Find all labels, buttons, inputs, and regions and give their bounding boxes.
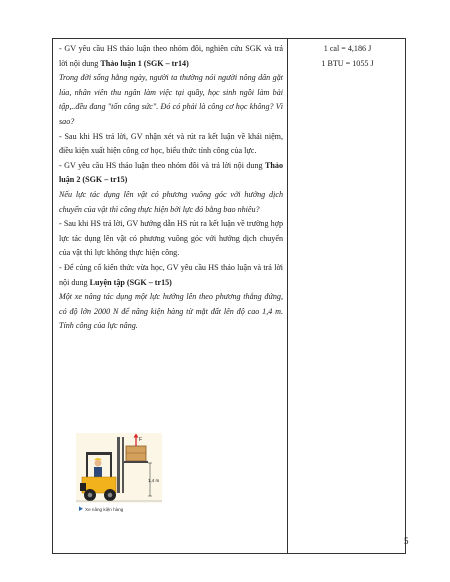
cabin-pillar	[86, 453, 88, 479]
instruction-discussion-2: - GV yêu cầu HS thảo luận theo nhóm đôi và trả lời nội dung Thảo luận 2 (SGK – tr15)	[59, 160, 283, 185]
conclusion-2: - Sau khi HS trả lời, GV hướng dẫn HS rút ra kết luận về trường hợp lực tác dụng lên vật có phương vuông góc với hướng dịch chuyển của vật thì lực không thực hiện công.	[59, 219, 283, 258]
cabin-pillar-front	[110, 453, 112, 477]
conclusion-1: - Sau khi HS trả lời, GV nhận xét và rút ra kết luận về khái niệm, điều kiện xuất hiện công cơ học, biểu thức tính công của lực.	[59, 131, 283, 156]
force-label: F	[139, 437, 143, 443]
rear-hub	[88, 493, 93, 498]
practice-question: Một xe nâng tác dụng một lực hướng lên theo phương thẳng đứng, có độ lớn 2000 N để nâng kiện hàng từ mặt đất lên độ cao 1,4 m. Tính công của lực nâng.	[59, 292, 283, 331]
forklift-mast-rail	[122, 437, 124, 493]
forks	[124, 461, 148, 463]
cabin-roof	[86, 452, 112, 455]
discussion-1-question: Trong đời sống hằng ngày, người ta thường nói người nông dân gặt lúa, nhân viên thu ngân làm việc tại quầy, học sinh ngồi làm bài tập,..đều đang "tốn công sức". Đó có phải là công cơ học không? Vì sao?	[59, 73, 283, 126]
forklift-mast	[117, 437, 120, 493]
notes-column	[288, 42, 407, 71]
page-number: 5	[404, 536, 409, 546]
front-hub	[108, 493, 113, 498]
forklift-figure	[76, 433, 162, 515]
column-divider	[287, 39, 288, 553]
height-label: 1,4 m	[148, 478, 160, 483]
activity-column	[59, 42, 283, 334]
counterweight	[80, 483, 86, 491]
discussion-2-question: Nếu lực tác dụng lên vật có phương vuông góc với hướng dịch chuyển của vật thì công thực hiện bởi lực đó bằng bao nhiêu?	[59, 189, 283, 214]
crate	[126, 446, 146, 461]
note-cal: 1 cal = 4,186 J	[323, 44, 372, 53]
driver-body	[94, 467, 102, 477]
driver-head	[95, 460, 102, 467]
instruction-practice: - Để củng cố kiến thức vừa học, GV yêu cầu HS thảo luận và trả lời nội dung Luyện tập (SGK – tr15)	[59, 262, 283, 287]
figure-caption: Xe nâng kiện hàng	[85, 507, 124, 512]
instruction-discussion-1: - GV yêu cầu HS thảo luận theo nhóm đôi, nghiên cứu SGK và trả lời nội dung Thảo luận 1 (SGK – tr14)	[59, 44, 283, 68]
note-btu: 1 BTU = 1055 J	[321, 58, 374, 68]
